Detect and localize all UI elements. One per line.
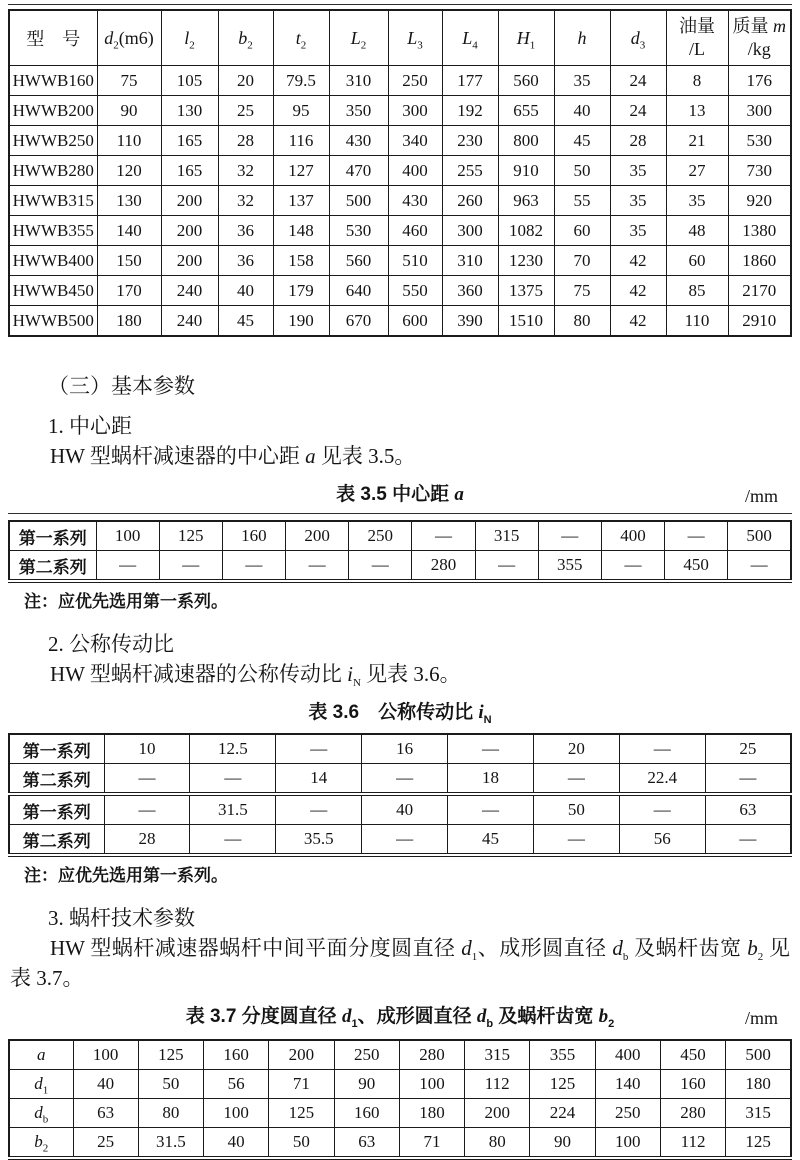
cell: 280 [660, 1099, 725, 1128]
cell-model: HWWB315 [9, 186, 97, 216]
top-rule [8, 4, 792, 337]
cell: 160 [204, 1040, 269, 1070]
row-label: $d_b$ [9, 1099, 73, 1128]
table-row [9, 521, 791, 551]
unit-mm: /mm [744, 1008, 778, 1028]
cell: 50 [554, 156, 610, 186]
cell: 310 [442, 246, 498, 276]
cell: 16 [362, 734, 448, 764]
cell: 200 [465, 1099, 530, 1128]
cell: — [448, 794, 534, 825]
cell: 560 [498, 66, 554, 96]
cell: — [475, 551, 538, 582]
cell: 350 [329, 96, 388, 126]
cell: 190 [273, 306, 329, 337]
table-row [9, 126, 791, 156]
row-label: $d_1$ [9, 1070, 73, 1099]
cell: 63 [334, 1128, 399, 1159]
cell: 1230 [498, 246, 554, 276]
cell: 158 [273, 246, 329, 276]
cell: 35 [610, 216, 666, 246]
cell: 1380 [728, 216, 791, 246]
cell: 148 [273, 216, 329, 246]
cell: 390 [442, 306, 498, 337]
cell: 730 [728, 156, 791, 186]
cell: 963 [498, 186, 554, 216]
center-distance-table [8, 520, 792, 583]
cell: 260 [442, 186, 498, 216]
table-row [9, 1040, 791, 1070]
cell: 130 [161, 96, 218, 126]
table-header-row [9, 10, 791, 66]
cell: 25 [218, 96, 273, 126]
cell: 60 [554, 216, 610, 246]
cell: 80 [554, 306, 610, 337]
row-label: 第二系列 [9, 551, 96, 582]
cell: 200 [161, 246, 218, 276]
cell: 90 [97, 96, 161, 126]
cell: 400 [388, 156, 442, 186]
cell: 12.5 [190, 734, 276, 764]
cell: 470 [329, 156, 388, 186]
cell: 35 [610, 186, 666, 216]
cell: — [728, 551, 791, 582]
cell: 177 [442, 66, 498, 96]
cell: 100 [399, 1070, 464, 1099]
cell: — [159, 551, 222, 582]
cell: 355 [530, 1040, 595, 1070]
cell: — [533, 825, 619, 856]
table37-caption: 表 3.7 分度圆直径 $d_1$、成形圆直径 $d_b$ 及蜗杆齿宽 $b_2$ /mm [185, 1006, 778, 1030]
table-row [9, 1099, 791, 1128]
cell: 32 [218, 156, 273, 186]
cell: 140 [595, 1070, 660, 1099]
cell: 315 [726, 1099, 791, 1128]
table-row [9, 764, 791, 795]
cell: — [104, 794, 190, 825]
table-row [9, 66, 791, 96]
cell: 40 [554, 96, 610, 126]
cell: — [619, 734, 705, 764]
cell: 160 [660, 1070, 725, 1099]
cell: 70 [554, 246, 610, 276]
table-row [9, 825, 791, 856]
cell: 22.4 [619, 764, 705, 795]
cell: 200 [161, 186, 218, 216]
cell: 137 [273, 186, 329, 216]
cell: 250 [334, 1040, 399, 1070]
cell: 450 [665, 551, 728, 582]
col-header-d2: $d_2(m6)$ [97, 10, 161, 66]
cell: 530 [329, 216, 388, 246]
col-header-d3: $d_3$ [610, 10, 666, 66]
col-header-oil: 油量 /L [666, 10, 728, 66]
cell: — [104, 764, 190, 795]
cell: — [412, 521, 475, 551]
cell: — [538, 521, 601, 551]
cell: 1082 [498, 216, 554, 246]
cell: — [276, 794, 362, 825]
cell: 25 [705, 734, 791, 764]
cell: 71 [269, 1070, 334, 1099]
cell: 127 [273, 156, 329, 186]
cell: 280 [412, 551, 475, 582]
cell: 224 [530, 1099, 595, 1128]
cell: 110 [97, 126, 161, 156]
cell: — [362, 764, 448, 795]
cell: 50 [533, 794, 619, 825]
cell: 110 [666, 306, 728, 337]
table-row [9, 276, 791, 306]
cell: — [665, 521, 728, 551]
col-header-model: 型 号 [9, 10, 97, 66]
cell: 400 [601, 521, 664, 551]
cell: 910 [498, 156, 554, 186]
cell-model: HWWB280 [9, 156, 97, 186]
cell: — [705, 825, 791, 856]
cell: 79.5 [273, 66, 329, 96]
cell: 55 [554, 186, 610, 216]
row-label: a [9, 1040, 73, 1070]
cell: 28 [218, 126, 273, 156]
dimension-table [8, 9, 792, 337]
row-label: 第二系列 [9, 764, 104, 795]
cell: — [222, 551, 285, 582]
cell: 165 [161, 156, 218, 186]
cell: 25 [73, 1128, 138, 1159]
table-row [9, 306, 791, 337]
cell: 32 [218, 186, 273, 216]
cell: 130 [97, 186, 161, 216]
cell: — [705, 764, 791, 795]
cell: 300 [388, 96, 442, 126]
cell: 230 [442, 126, 498, 156]
cell: 670 [329, 306, 388, 337]
cell: — [533, 764, 619, 795]
cell: 500 [726, 1040, 791, 1070]
cell: 48 [666, 216, 728, 246]
cell: 176 [728, 66, 791, 96]
cell: 112 [660, 1128, 725, 1159]
cell: 300 [442, 216, 498, 246]
col-header-h: h [554, 10, 610, 66]
cell: 42 [610, 276, 666, 306]
cell: — [96, 551, 159, 582]
cell: 71 [399, 1128, 464, 1159]
cell: 160 [334, 1099, 399, 1128]
cell: 80 [138, 1099, 203, 1128]
cell: 430 [329, 126, 388, 156]
cell: 250 [595, 1099, 660, 1128]
cell: 35 [610, 156, 666, 186]
paragraph-worm-params: HW 型蜗杆减速器蜗杆中间平面分度圆直径 $d_1$、成形圆直径 $d_b$ 及蜗杆齿宽 $b_2$ 见表 3.7。 [10, 936, 791, 990]
cell: 112 [465, 1070, 530, 1099]
table-row [9, 96, 791, 126]
cell: 180 [726, 1070, 791, 1099]
cell: 125 [138, 1040, 203, 1070]
col-header-L2: $L_2$ [329, 10, 388, 66]
row-label: 第一系列 [9, 794, 104, 825]
cell: 50 [269, 1128, 334, 1159]
cell: 35 [666, 186, 728, 216]
col-header-l2: $l_2$ [161, 10, 218, 66]
cell: 45 [218, 306, 273, 337]
cell: 240 [161, 306, 218, 337]
cell: 35 [554, 66, 610, 96]
cell: 1860 [728, 246, 791, 276]
cell: 105 [161, 66, 218, 96]
cell: 36 [218, 216, 273, 246]
cell: 500 [329, 186, 388, 216]
cell: 280 [399, 1040, 464, 1070]
cell: 150 [97, 246, 161, 276]
cell: 2910 [728, 306, 791, 337]
cell: 56 [619, 825, 705, 856]
cell: — [601, 551, 664, 582]
subsection-2-heading: 2. 公称传动比 [48, 632, 174, 656]
cell: 655 [498, 96, 554, 126]
cell: 120 [97, 156, 161, 186]
cell: 10 [104, 734, 190, 764]
cell: 200 [286, 521, 349, 551]
cell: 20 [533, 734, 619, 764]
cell: 42 [610, 246, 666, 276]
cell: 450 [660, 1040, 725, 1070]
cell: 400 [595, 1040, 660, 1070]
cell-model: HWWB250 [9, 126, 97, 156]
cell: 510 [388, 246, 442, 276]
cell: 179 [273, 276, 329, 306]
cell: 116 [273, 126, 329, 156]
cell: 60 [666, 246, 728, 276]
cell-model: HWWB500 [9, 306, 97, 337]
cell: 100 [595, 1128, 660, 1159]
cell: 24 [610, 96, 666, 126]
cell: 28 [610, 126, 666, 156]
col-header-mass: 质量 m /kg [728, 10, 791, 66]
cell: 1375 [498, 276, 554, 306]
table-row [9, 734, 791, 764]
cell: 240 [161, 276, 218, 306]
row-label: $b_2$ [9, 1128, 73, 1159]
cell: 500 [728, 521, 791, 551]
cell: 165 [161, 126, 218, 156]
table-row [9, 156, 791, 186]
table-row [9, 1070, 791, 1099]
cell: 1510 [498, 306, 554, 337]
subsection-1-heading: 1. 中心距 [48, 414, 132, 438]
ratio-table [8, 733, 792, 857]
table-row [9, 1128, 791, 1159]
cell: — [619, 794, 705, 825]
cell: 100 [73, 1040, 138, 1070]
cell: 200 [269, 1040, 334, 1070]
cell-model: HWWB450 [9, 276, 97, 306]
cell: 160 [222, 521, 285, 551]
cell: 550 [388, 276, 442, 306]
cell: 14 [276, 764, 362, 795]
cell: — [349, 551, 412, 582]
cell: 40 [218, 276, 273, 306]
worm-diameter-table [8, 1039, 792, 1160]
table35-note: 注：应优先选用第一系列。 [24, 592, 228, 611]
cell: 315 [465, 1040, 530, 1070]
cell: 920 [728, 186, 791, 216]
cell: 40 [73, 1070, 138, 1099]
cell: 90 [530, 1128, 595, 1159]
cell: 340 [388, 126, 442, 156]
cell: 40 [362, 794, 448, 825]
cell: 255 [442, 156, 498, 186]
cell: 85 [666, 276, 728, 306]
cell: 8 [666, 66, 728, 96]
table-row [9, 794, 791, 825]
cell: 2170 [728, 276, 791, 306]
cell: 35.5 [276, 825, 362, 856]
cell: 28 [104, 825, 190, 856]
cell: 250 [349, 521, 412, 551]
cell-model: HWWB160 [9, 66, 97, 96]
cell: 63 [73, 1099, 138, 1128]
cell: 140 [97, 216, 161, 246]
cell: 125 [726, 1128, 791, 1159]
table36-caption: 表 3.6 公称传动比 $i_N$ [308, 702, 492, 726]
col-header-b2: $b_2$ [218, 10, 273, 66]
table-row [9, 216, 791, 246]
paragraph-center-distance: HW 型蜗杆减速器的中心距 a 见表 3.5。 [50, 444, 416, 468]
cell: 125 [269, 1099, 334, 1128]
table-row [9, 551, 791, 582]
cell: — [448, 734, 534, 764]
cell: 310 [329, 66, 388, 96]
cell: — [362, 825, 448, 856]
cell: 100 [96, 521, 159, 551]
cell: 200 [161, 216, 218, 246]
col-header-L3: $L_3$ [388, 10, 442, 66]
cell: — [190, 764, 276, 795]
subsection-3-heading: 3. 蜗杆技术参数 [48, 906, 195, 930]
cell: 300 [728, 96, 791, 126]
cell: 75 [97, 66, 161, 96]
cell: 180 [399, 1099, 464, 1128]
cell: 125 [159, 521, 222, 551]
cell: 18 [448, 764, 534, 795]
cell: — [276, 734, 362, 764]
cell: 56 [204, 1070, 269, 1099]
col-header-H1: $H_1$ [498, 10, 554, 66]
cell: — [190, 825, 276, 856]
table36-note: 注：应优先选用第一系列。 [24, 866, 228, 885]
unit-mm: /mm [744, 486, 778, 506]
cell: 50 [138, 1070, 203, 1099]
table-row [9, 246, 791, 276]
paragraph-ratio: HW 型蜗杆减速器的公称传动比 $i_N$ 见表 3.6。 [50, 662, 461, 690]
cell: 80 [465, 1128, 530, 1159]
row-label: 第二系列 [9, 825, 104, 856]
table35-top-rule [8, 513, 792, 583]
cell: 640 [329, 276, 388, 306]
row-label: 第一系列 [9, 734, 104, 764]
cell: 90 [334, 1070, 399, 1099]
cell: 315 [475, 521, 538, 551]
cell: 31.5 [138, 1128, 203, 1159]
cell: 460 [388, 216, 442, 246]
cell: 360 [442, 276, 498, 306]
cell: 20 [218, 66, 273, 96]
cell: 170 [97, 276, 161, 306]
col-header-t2: $t_2$ [273, 10, 329, 66]
cell-model: HWWB400 [9, 246, 97, 276]
cell: 63 [705, 794, 791, 825]
section-heading: （三）基本参数 [48, 374, 195, 398]
cell: 192 [442, 96, 498, 126]
cell: 180 [97, 306, 161, 337]
cell-model: HWWB200 [9, 96, 97, 126]
cell: 430 [388, 186, 442, 216]
cell: 13 [666, 96, 728, 126]
cell: 40 [204, 1128, 269, 1159]
cell: 125 [530, 1070, 595, 1099]
cell: 45 [448, 825, 534, 856]
cell: 45 [554, 126, 610, 156]
row-label: 第一系列 [9, 521, 96, 551]
cell: 27 [666, 156, 728, 186]
cell: 530 [728, 126, 791, 156]
cell: 75 [554, 276, 610, 306]
cell: 95 [273, 96, 329, 126]
table-row [9, 186, 791, 216]
cell: 250 [388, 66, 442, 96]
cell: 36 [218, 246, 273, 276]
cell: 800 [498, 126, 554, 156]
cell: 31.5 [190, 794, 276, 825]
cell: 600 [388, 306, 442, 337]
cell: 24 [610, 66, 666, 96]
document-page [8, 0, 792, 1160]
cell: 42 [610, 306, 666, 337]
cell: 560 [329, 246, 388, 276]
cell: 100 [204, 1099, 269, 1128]
cell: — [286, 551, 349, 582]
cell: 355 [538, 551, 601, 582]
table35-caption: 表 3.5 中心距 a /mm [336, 484, 778, 506]
col-header-L4: $L_4$ [442, 10, 498, 66]
cell: 21 [666, 126, 728, 156]
cell-model: HWWB355 [9, 216, 97, 246]
